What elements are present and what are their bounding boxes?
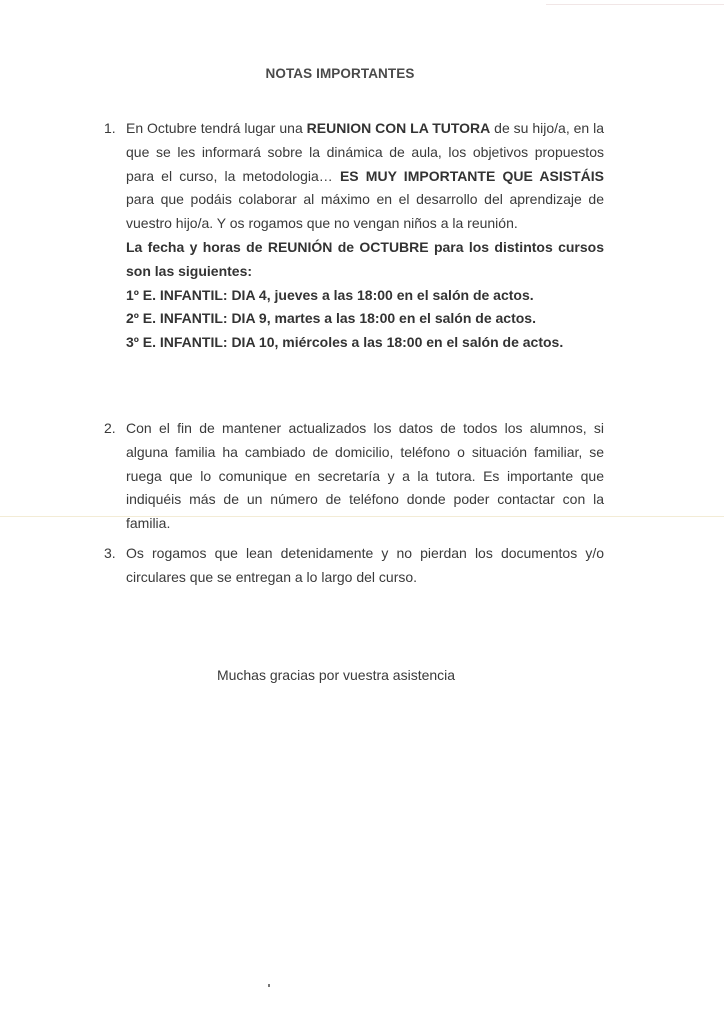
list-item-number: 3. xyxy=(104,545,116,561)
scan-speck xyxy=(268,984,270,987)
schedule-line: 3º E. INFANTIL: DIA 10, miércoles a las 18:00 en el salón de actos. xyxy=(126,334,564,351)
list-item-3 xyxy=(104,542,604,590)
paragraph-text: para que podáis colaborar al máximo en el desarrollo del aprendizaje de vuestro hijo/a. Y os rogamos que no vengan niños a la reunión. xyxy=(126,191,604,232)
meeting-paragraph xyxy=(126,117,604,236)
paragraph-text: Os rogamos que lean detenidamente y no pierdan los documentos y/o circulares que se entregan a lo largo del curso. xyxy=(126,545,604,585)
list-item-1 xyxy=(104,117,604,355)
paragraph-bold-text: REUNION CON LA TUTORA xyxy=(306,120,491,136)
dates-header: La fecha y horas de REUNIÓN de OCTUBRE para los distintos cursos son las siguientes: xyxy=(126,238,604,279)
paragraph-text: Con el fin de mantener actualizados los datos de todos los alumnos, si alguna familia ha cambiado de domicilio, teléfono o situación familiar, se ruega que lo comunique en secretaría y a la tutora. Es importante que indiquéis más de un número de teléfono donde poder contactar con la familia. xyxy=(126,420,604,532)
list-item-2 xyxy=(104,417,604,536)
schedule-line: 2º E. INFANTIL: DIA 9, martes a las 18:00 en el salón de actos. xyxy=(126,310,536,327)
paragraph-text: de su hijo/a, en la que se les informará sobre la dinámica de aula, los objetivos propuestos para el curso, la metodologia… xyxy=(126,120,604,184)
paragraph-text: En Octubre tendrá lugar una xyxy=(126,120,307,136)
list-item-body xyxy=(126,417,604,536)
document-title: NOTAS IMPORTANTES xyxy=(265,66,415,81)
closing-text: Muchas gracias por vuestra asistencia xyxy=(216,667,456,683)
list-item-body xyxy=(126,117,604,355)
schedule-line: 1º E. INFANTIL: DIA 4, jueves a las 18:00 en el salón de actos. xyxy=(126,286,534,303)
paragraph-bold-text: ES MUY IMPORTANTE QUE ASISTÁIS xyxy=(339,167,604,184)
scan-artifact-top xyxy=(546,4,724,5)
list-item-number: 2. xyxy=(104,420,116,436)
list-item-number: 1. xyxy=(104,120,116,136)
list-item-body xyxy=(126,542,604,590)
